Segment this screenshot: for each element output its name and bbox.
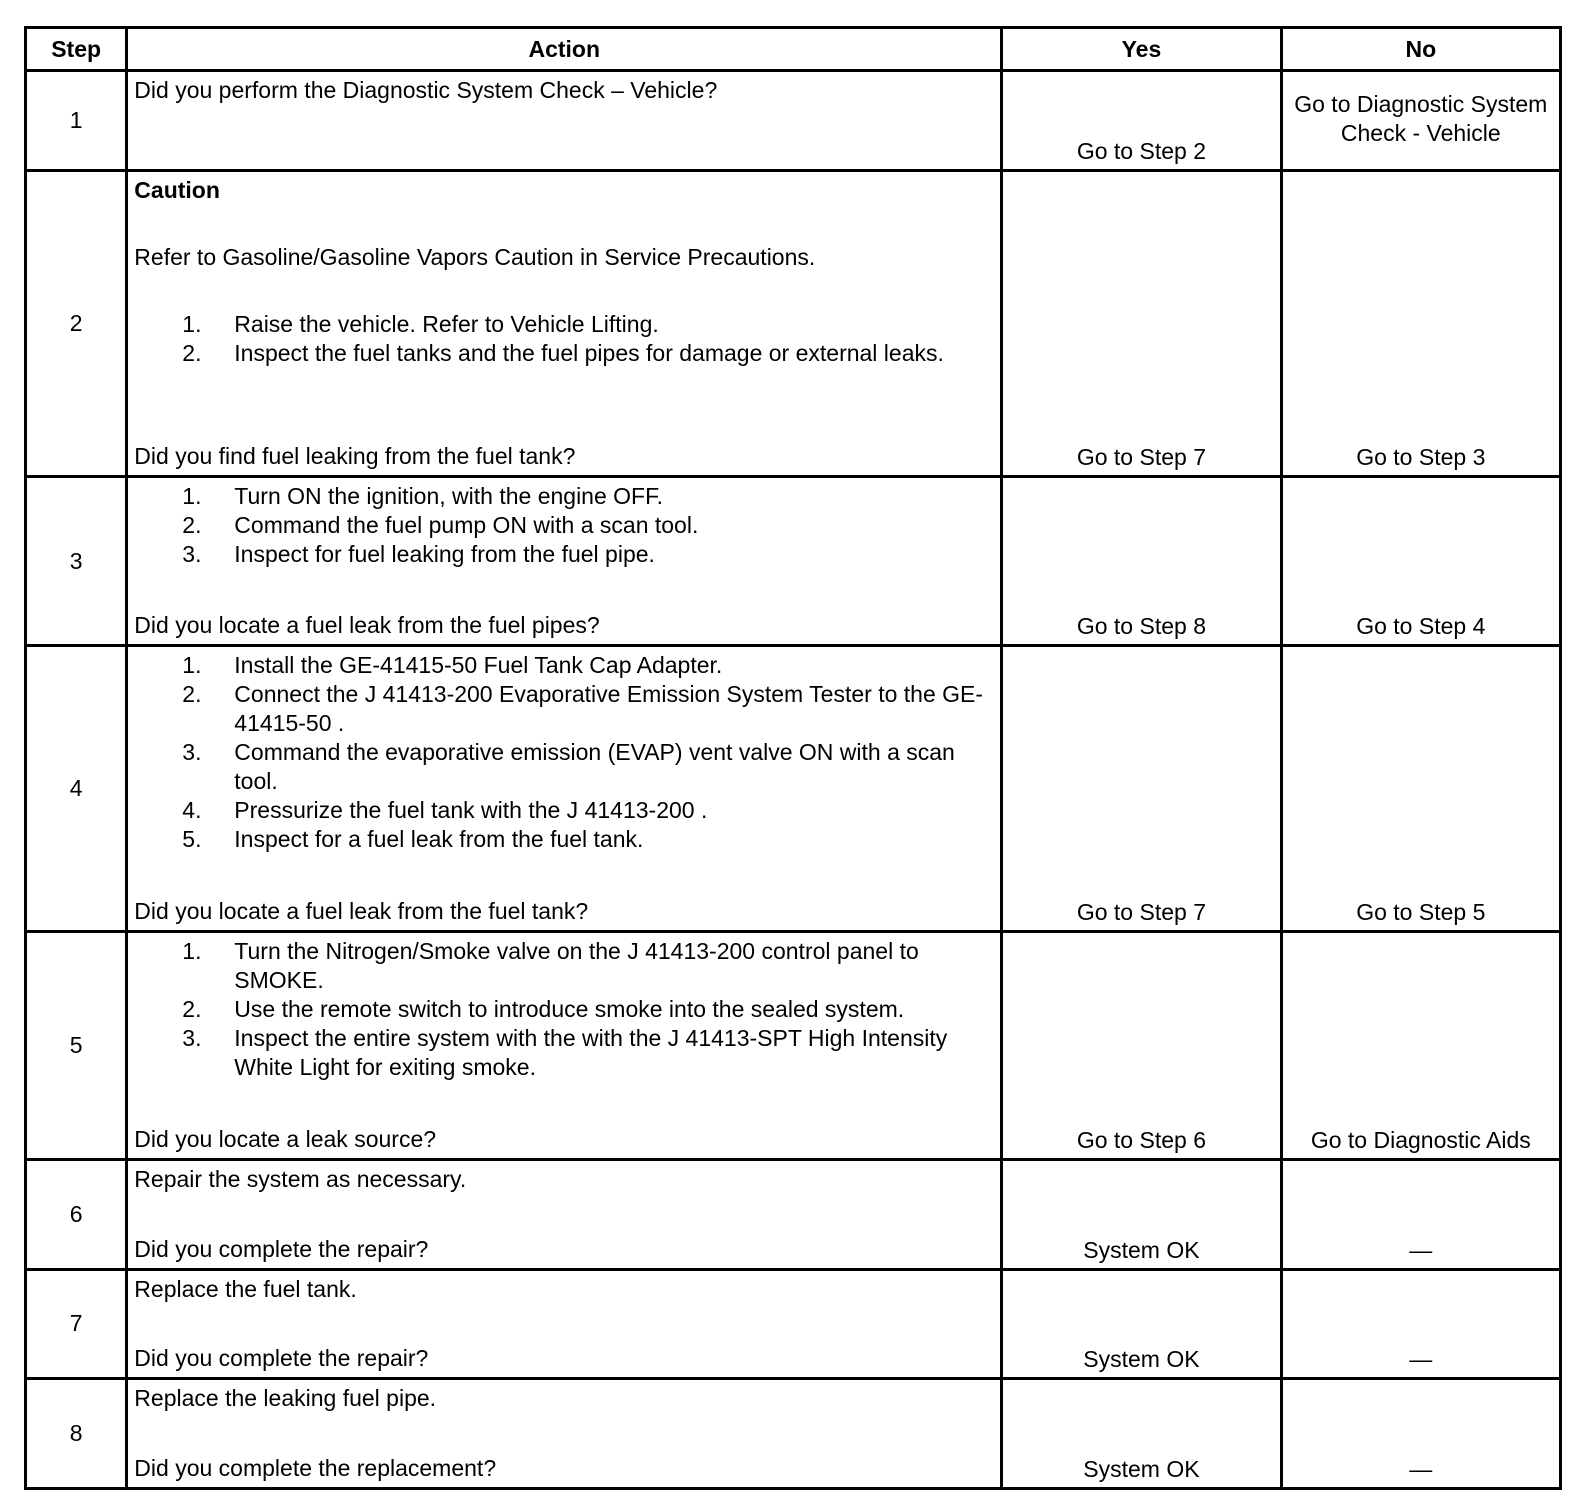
header-yes: Yes: [1002, 28, 1281, 71]
header-action: Action: [127, 28, 1002, 71]
table-row: [26, 932, 1561, 1160]
list-item: 3. Command the evaporative emission (EVAP) vent valve ON with a scan tool.: [182, 739, 955, 795]
instruction-text: Replace the leaking fuel pipe.: [134, 1385, 437, 1412]
instruction-text: Replace the fuel tank.: [134, 1275, 357, 1302]
header-row: [26, 28, 1561, 71]
table-row: [26, 646, 1561, 932]
list-item: 2. Connect the J 41413-200 Evaporative Emission System Tester to the GE-41415-50 .: [182, 681, 984, 737]
question-text: Did you locate a fuel leak from the fuel tank?: [134, 898, 589, 925]
list-item: 2. Use the remote switch to introduce smoke into the sealed system.: [182, 996, 905, 1023]
procedure-list: [134, 310, 994, 368]
question-text: Did you complete the repair?: [134, 1345, 429, 1372]
list-item: 3. Inspect for fuel leaking from the fuel pipe.: [182, 541, 655, 567]
header-step: Step: [26, 28, 127, 71]
header-no: No: [1281, 28, 1560, 71]
list-item: 1. Install the GE-41415-50 Fuel Tank Cap Adapter.: [182, 652, 723, 679]
yes-cell: System OK: [1002, 1379, 1281, 1489]
no-cell: Go to Diagnostic Aids: [1281, 932, 1560, 1160]
list-item: 4. Pressurize the fuel tank with the J 41413-200 .: [182, 797, 708, 824]
list-item: 5. Inspect for a fuel leak from the fuel tank.: [182, 826, 644, 853]
step-number: 5: [26, 932, 127, 1160]
table-row: [26, 71, 1561, 171]
no-cell: Go to Diagnostic System Check - Vehicle: [1281, 71, 1560, 171]
action-cell: [127, 1379, 1002, 1489]
step-number: 4: [26, 646, 127, 932]
question-text: Did you find fuel leaking from the fuel tank?: [134, 443, 576, 469]
no-cell: Go to Step 4: [1281, 477, 1560, 646]
table-row: [26, 1159, 1561, 1269]
table-row: [26, 1269, 1561, 1379]
caution-title: Caution: [134, 177, 220, 204]
action-cell: [127, 171, 1002, 477]
step-number: 1: [26, 71, 127, 171]
yes-cell: System OK: [1002, 1159, 1281, 1269]
question-text: Did you perform the Diagnostic System Check – Vehicle?: [134, 77, 718, 103]
table-row: [26, 477, 1561, 646]
caution-text: Refer to Gasoline/Gasoline Vapors Caution in Service Precautions.: [134, 244, 816, 271]
yes-cell: Go to Step 2: [1002, 71, 1281, 171]
action-cell: [127, 71, 1002, 171]
list-item: 2. Command the fuel pump ON with a scan tool.: [182, 512, 699, 538]
no-cell: —: [1281, 1269, 1560, 1379]
step-number: 6: [26, 1159, 127, 1269]
no-cell: —: [1281, 1159, 1560, 1269]
action-cell: [127, 1159, 1002, 1269]
action-cell: [127, 477, 1002, 646]
yes-cell: Go to Step 8: [1002, 477, 1281, 646]
question-text: Did you locate a leak source?: [134, 1125, 437, 1152]
step-number: 2: [26, 171, 127, 477]
table-row: [26, 171, 1561, 477]
yes-cell: Go to Step 6: [1002, 932, 1281, 1160]
no-cell: Go to Step 3: [1281, 171, 1560, 477]
yes-cell: Go to Step 7: [1002, 646, 1281, 932]
yes-cell: System OK: [1002, 1269, 1281, 1379]
question-text: Did you locate a fuel leak from the fuel pipes?: [134, 612, 600, 639]
no-cell: Go to Step 5: [1281, 646, 1560, 932]
procedure-list: [134, 482, 994, 569]
table-row: [26, 1379, 1561, 1489]
question-text: Did you complete the repair?: [134, 1235, 429, 1262]
step-number: 7: [26, 1269, 127, 1379]
action-cell: [127, 932, 1002, 1160]
yes-cell: Go to Step 7: [1002, 171, 1281, 477]
no-cell: —: [1281, 1379, 1560, 1489]
list-item: 1. Turn the Nitrogen/Smoke valve on the J 41413-200 control panel to SMOKE.: [182, 938, 919, 994]
instruction-text: Repair the system as necessary.: [134, 1165, 467, 1192]
diagnostic-table: [24, 26, 1562, 1490]
list-item: 1. Raise the vehicle. Refer to Vehicle Lifting.: [182, 311, 659, 338]
step-number: 8: [26, 1379, 127, 1489]
list-item: 1. Turn ON the ignition, with the engine OFF.: [182, 483, 663, 509]
action-cell: [127, 646, 1002, 932]
list-item: 2. Inspect the fuel tanks and the fuel pipes for damage or external leaks.: [182, 340, 944, 367]
question-text: Did you complete the replacement?: [134, 1455, 497, 1481]
procedure-list: [134, 937, 994, 1082]
list-item: 3. Inspect the entire system with the with the J 41413-SPT High Intensity White Light for exiting smoke.: [182, 1025, 948, 1081]
action-cell: [127, 1269, 1002, 1379]
procedure-list: [134, 651, 994, 854]
step-number: 3: [26, 477, 127, 646]
